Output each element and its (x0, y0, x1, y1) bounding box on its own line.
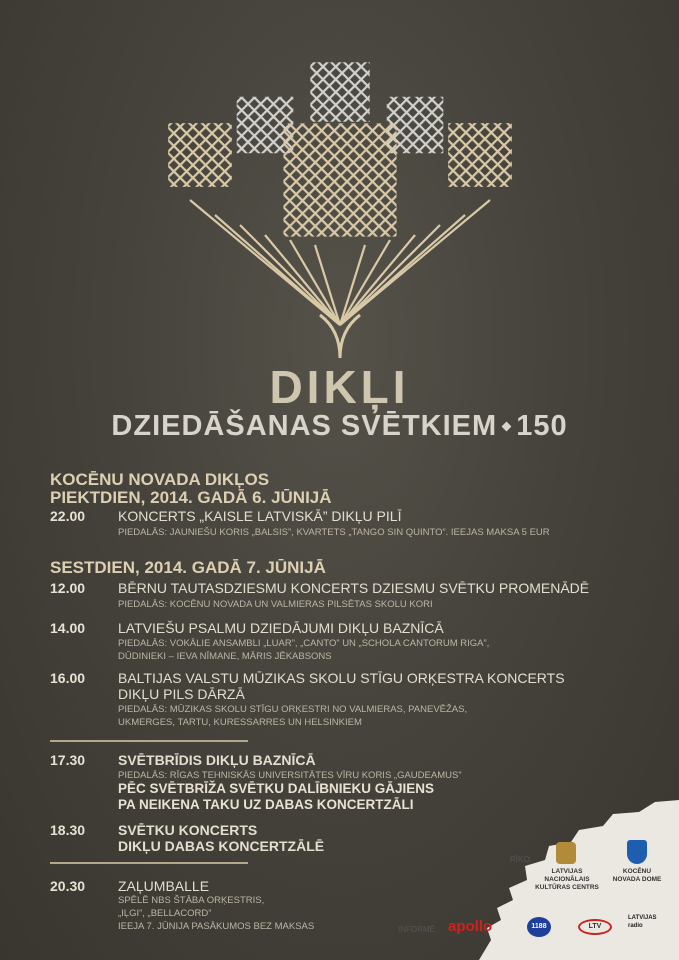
event-details: PIEDALĀS: JAUNIEŠU KORIS „BALSIS”, KVARTETS „TANGO SIN QUINTO”. IEEJAS MAKSA 5 EUR (118, 527, 550, 538)
event-details: PIEDALĀS: RĪGAS TEHNISKĀS UNIVERSITĀTES VĪRU KORIS „GAUDEAMUS” (118, 770, 462, 781)
event-time: 18.30 (50, 822, 86, 838)
event-time: 16.00 (50, 670, 86, 686)
event-details: PIEDALĀS: KOCĒNU NOVADA UN VALMIERAS PILSĒTAS SKOLU KORI (118, 599, 433, 610)
event-title: BALTIJAS VALSTU MŪZIKAS SKOLU STĪGU ORĶESTRA KONCERTS (118, 670, 565, 686)
kocenu-coat-of-arms-icon (627, 840, 647, 864)
org-kocenu: KOCĒNU NOVADA DOME (612, 868, 662, 883)
event-title: LATVIEŠU PSALMU DZIEDĀJUMI DIKĻU BAZNĪCĀ (118, 620, 444, 636)
event-details: PIEDALĀS: MŪZIKAS SKOLU STĪGU ORĶESTRI NO VALMIERAS, PANEVĒŽAS, (118, 704, 468, 715)
lnkc-logo-icon (556, 842, 576, 864)
event-note: PA NEIKENA TAKU UZ DABAS KONCERTZĀLI (118, 797, 414, 812)
divider (50, 862, 248, 864)
event-title: SVĒTKU KONCERTS (118, 822, 258, 838)
page-subtitle (0, 410, 679, 443)
apollo-logo: apollo (448, 918, 493, 935)
event-time: 22.00 (50, 508, 86, 524)
event-title: DIKĻU PILS DĀRZĀ (118, 686, 245, 702)
event-title: DIKĻU DABAS KONCERTZĀLĒ (118, 838, 325, 854)
divider (50, 740, 248, 742)
info-label: INFORMĒ: (398, 925, 438, 934)
event-time: 17.30 (50, 752, 86, 768)
event-title: BĒRNU TAUTASDZIESMU KONCERTS DZIESMU SVĒTKU PROMENĀDĒ (118, 580, 590, 596)
event-details: PIEDALĀS: VOKĀLIE ANSAMBLI „LUAR”, „CANTO” UN „SCHOLA CANTORUM RIGA”, (118, 638, 490, 649)
org-lnkc: LATVIJAS NACIONĀLAIS KULTŪRAS CENTRS (535, 868, 599, 891)
event-details: UKMERGES, TARTU, KURESSARRES UN HELSINKIEM (118, 717, 362, 728)
event-details: IEEJA 7. JŪNIJA PASĀKUMOS BEZ MAKSAS (118, 921, 315, 932)
page-title: DIKĻI (269, 361, 410, 413)
friday-date-heading: PIEKTDIEN, 2014. GADĀ 6. JŪNIJĀ (50, 488, 332, 507)
event-title: ZAĻUMBALLE (118, 878, 210, 894)
event-title: KONCERTS „KAISLE LATVISKĀ” DIKĻU PILĪ (118, 508, 402, 524)
latvijas-radio-logo: LATVIJAS radio (628, 915, 657, 929)
event-details: „IĻGI”, „BELLACORD” (118, 908, 212, 919)
organizer-label: RĪKO: (510, 855, 532, 864)
emblem-icon (120, 40, 560, 360)
event-time: 20.30 (50, 878, 86, 894)
event-time: 12.00 (50, 580, 86, 596)
event-note: PĒC SVĒTBRĪŽA SVĒTKU DALĪBNIEKU GĀJIENS (118, 781, 435, 796)
event-details: DŪDINIEKI – IEVA NĪMANE, MĀRIS JĒKABSONS (118, 651, 332, 662)
subtitle-text: DZIEDĀŠANAS SVĒTKIEM (111, 410, 498, 442)
saturday-date-heading: SESTDIEN, 2014. GADĀ 7. JŪNIJĀ (50, 558, 326, 577)
ltv-logo: LTV (578, 919, 612, 935)
friday-location-heading: KOCĒNU NOVADA DIKĻOS (50, 470, 270, 489)
1188-logo: 1188 (527, 917, 551, 937)
subtitle-number: 150 (516, 410, 568, 442)
diamond-icon (502, 422, 512, 432)
event-details: SPĒLĒ NBS ŠTĀBA ORĶESTRIS, (118, 895, 265, 906)
event-time: 14.00 (50, 620, 86, 636)
event-title: SVĒTBRĪDIS DIKĻU BAZNĪCĀ (118, 752, 316, 768)
